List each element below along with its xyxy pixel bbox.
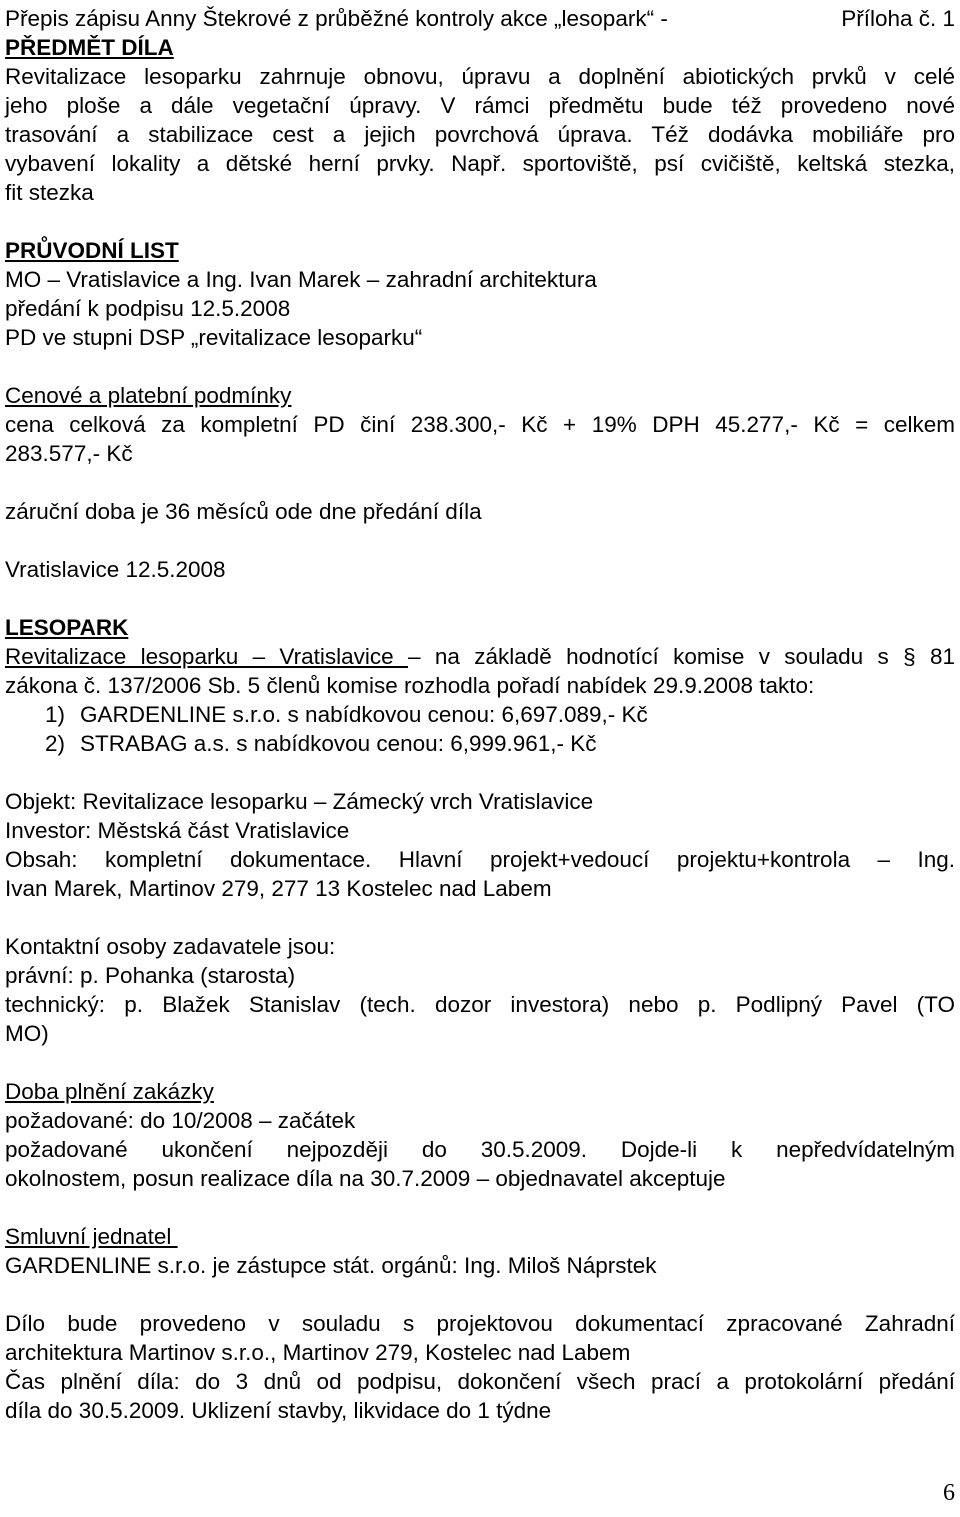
predmet-line-2: jeho ploše a dále vegetační úpravy. V rámci předmětu bude též provedeno nové xyxy=(5,93,955,118)
list-item-text: GARDENLINE s.r.o. s nabídkovou cenou: 6,697.089,- Kč xyxy=(80,702,648,727)
list-item xyxy=(45,729,955,758)
doba-line-1: požadované: do 10/2008 – začátek xyxy=(5,1108,356,1133)
section-heading-pruvodni: PRŮVODNÍ LIST xyxy=(5,238,179,263)
list-item xyxy=(45,700,955,729)
list-item-number: 1) xyxy=(45,702,66,727)
attachment-label: Příloha č. 1 xyxy=(841,6,955,31)
section-heading-smluvni: Smluvní jednatel xyxy=(5,1224,178,1249)
section-heading-doba: Doba plnění zakázky xyxy=(5,1079,214,1104)
section-heading-cenove: Cenové a platební podmínky xyxy=(5,383,292,408)
lesopark-line-1 xyxy=(5,642,955,671)
place-date: Vratislavice 12.5.2008 xyxy=(5,557,226,582)
pruvodni-line-2: předání k podpisu 12.5.2008 xyxy=(5,296,291,321)
warranty-text: záruční doba je 36 měsíců ode dne předání díla xyxy=(5,499,482,524)
lesopark-line-1-rest: – na základě hodnotící komise v souladu s § 81 xyxy=(408,644,955,669)
dilo-line-2: architektura Martinov s.r.o., Martinov 279, Kostelec nad Labem xyxy=(5,1340,631,1365)
lesopark-underlined-phrase: Revitalizace lesoparku – Vratislavice xyxy=(5,644,408,669)
smluvni-line: GARDENLINE s.r.o. je zástupce stát. orgánů: Ing. Miloš Náprstek xyxy=(5,1253,657,1278)
document-page xyxy=(5,4,955,1425)
offers-list xyxy=(5,700,955,758)
kontakty-technicky-2: MO) xyxy=(5,1021,49,1046)
obsah-line-1: Obsah: kompletní dokumentace. Hlavní projekt+vedoucí projektu+kontrola – Ing. xyxy=(5,847,955,872)
dilo-line-4: díla do 30.5.2009. Uklizení stavby, likvidace do 1 týdne xyxy=(5,1398,552,1423)
kontakty-technicky-1: technický: p. Blažek Stanislav (tech. dozor investora) nebo p. Podlipný Pavel (TO xyxy=(5,992,955,1017)
section-heading-predmet: PŘEDMĚT DÍLA xyxy=(5,35,174,60)
section-heading-lesopark: LESOPARK xyxy=(5,615,129,640)
page-number: 6 xyxy=(943,1480,955,1506)
list-item-text: STRABAG a.s. s nabídkovou cenou: 6,999.961,- Kč xyxy=(80,731,597,756)
predmet-line-1: Revitalizace lesoparku zahrnuje obnovu, úpravu a doplnění abiotických prvků v celé xyxy=(5,64,955,89)
dilo-line-1: Dílo bude provedeno v souladu s projektovou dokumentací zpracované Zahradní xyxy=(5,1311,955,1336)
document-title: Přepis zápisu Anny Štekrové z průběžné kontroly akce „lesopark“ - xyxy=(5,6,668,31)
lesopark-line-2: zákona č. 137/2006 Sb. 5 členů komise rozhodla pořadí nabídek 29.9.2008 takto: xyxy=(5,673,815,698)
objekt-line: Objekt: Revitalizace lesoparku – Zámecký vrch Vratislavice xyxy=(5,789,594,814)
pruvodni-line-3: PD ve stupni DSP „revitalizace lesoparku“ xyxy=(5,325,423,350)
document-header xyxy=(5,4,955,33)
kontakty-pravni: právní: p. Pohanka (starosta) xyxy=(5,963,296,988)
predmet-line-4: vybavení lokality a dětské herní prvky. Např. sportoviště, psí cvičiště, keltská stezka, xyxy=(5,151,955,176)
kontakty-heading: Kontaktní osoby zadavatele jsou: xyxy=(5,934,336,959)
predmet-line-3: trasování a stabilizace cest a jejich povrchová úprava. Též dodávka mobiliáře pro xyxy=(5,122,955,147)
doba-line-2: požadované ukončení nejpozději do 30.5.2009. Dojde-li k nepředvídatelným xyxy=(5,1137,955,1162)
price-line-2: 283.577,- Kč xyxy=(5,441,133,466)
list-item-number: 2) xyxy=(45,731,66,756)
price-line-1: cena celková za kompletní PD činí 238.300,- Kč + 19% DPH 45.277,- Kč = celkem xyxy=(5,412,955,437)
dilo-line-3: Čas plnění díla: do 3 dnů od podpisu, dokončení všech prací a protokolární předání xyxy=(5,1369,955,1394)
obsah-line-2: Ivan Marek, Martinov 279, 277 13 Kostelec nad Labem xyxy=(5,876,552,901)
pruvodni-line-1: MO – Vratislavice a Ing. Ivan Marek – zahradní architektura xyxy=(5,267,597,292)
investor-line: Investor: Městská část Vratislavice xyxy=(5,818,350,843)
doba-line-3: okolnostem, posun realizace díla na 30.7.2009 – objednavatel akceptuje xyxy=(5,1166,726,1191)
predmet-line-5: fit stezka xyxy=(5,180,94,205)
